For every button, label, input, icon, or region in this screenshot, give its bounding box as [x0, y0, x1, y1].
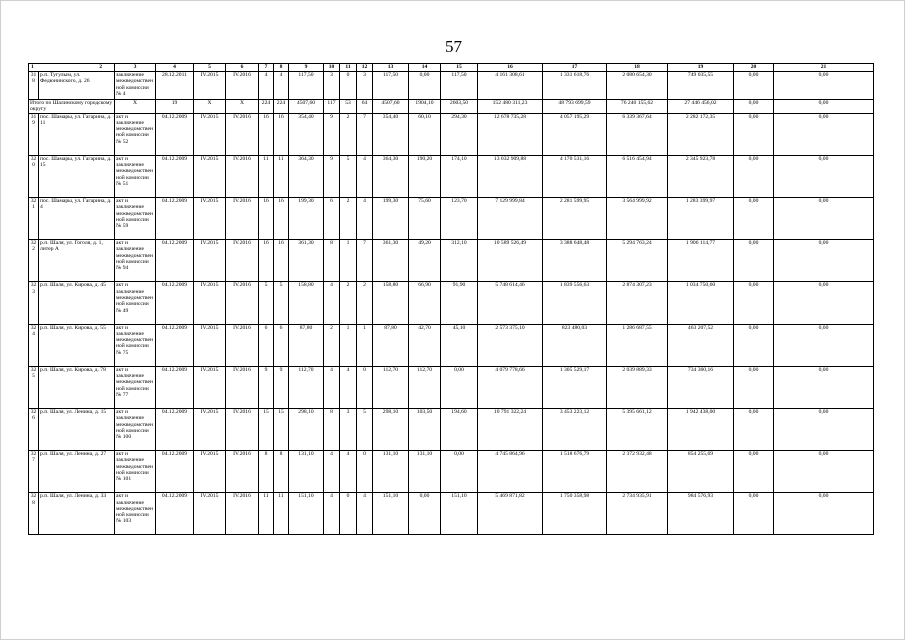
cell-c15: 0,00 [441, 451, 478, 493]
document-cell: акт и заключение межведомственной комиссии № 49 [115, 282, 156, 324]
address-cell: р.п. Шаля, ул. Ленина, д. 15 [39, 408, 115, 450]
cell-end: IV.2016 [226, 197, 259, 239]
cell-date: 04.12.2009 [156, 324, 194, 366]
cell-c11: 53 [340, 100, 357, 114]
cell-end: IV.2016 [226, 113, 259, 155]
cell-c10: 2 [324, 324, 340, 366]
cell-c20: 0,00 [734, 493, 774, 535]
cell-c15: 312,10 [441, 240, 478, 282]
cell-c13: 298,10 [373, 408, 409, 450]
cell-c21: 0,00 [774, 197, 874, 239]
cell-c10: 4 [324, 282, 340, 324]
cell-c11: 1 [340, 240, 357, 282]
cell-c10: 4 [324, 493, 340, 535]
cell-c14: 60,10 [409, 113, 441, 155]
address-cell: р.п. Тугулым, ул. Федюнинского, д. 26 [39, 72, 115, 100]
cell-c18: 5 395 661,12 [607, 408, 668, 450]
cell-c8: 11 [274, 155, 289, 197]
cell-c8: 6 [274, 324, 289, 366]
cell-c16: 10 791 322,24 [478, 408, 543, 450]
table-row [29, 113, 874, 155]
table-row [29, 366, 874, 408]
cell-start: IV.2015 [194, 197, 226, 239]
cell-c15: 45,10 [441, 324, 478, 366]
cell-c18: 6 339 367,64 [607, 113, 668, 155]
cell-c7: 16 [259, 240, 274, 282]
table-row [29, 493, 874, 535]
header-number-1: 1 [31, 64, 34, 71]
cell-c18: 5 294 763,24 [607, 240, 668, 282]
header-cell-10: 10 [324, 64, 340, 72]
cell-c15: 2603,50 [441, 100, 478, 114]
cell-c10: 8 [324, 408, 340, 450]
cell-c20: 0,00 [734, 100, 774, 114]
cell-c17: 3 388 648,48 [543, 240, 607, 282]
cell-c13: 361,30 [373, 240, 409, 282]
cell-c7: 6 [259, 324, 274, 366]
row-number: 325 [29, 366, 39, 408]
cell-c8: 15 [274, 408, 289, 450]
cell-c7: 8 [259, 451, 274, 493]
cell-c8: 16 [274, 113, 289, 155]
cell-c19: 734 360,16 [668, 366, 734, 408]
cell-c9: 354,40 [289, 113, 324, 155]
cell-end: X [226, 100, 259, 114]
address-cell: р.п. Шаля, ул. Кирова, д. 78 [39, 366, 115, 408]
header-cell-19: 19 [668, 64, 734, 72]
cell-end: IV.2016 [226, 366, 259, 408]
cell-c21: 0,00 [774, 493, 874, 535]
address-cell: р.п. Шаля, ул. Гоголя, д. 1, литер А [39, 240, 115, 282]
cell-c10: 3 [324, 72, 340, 100]
cell-c19: 1 283 399,97 [668, 197, 734, 239]
cell-c21: 0,00 [774, 324, 874, 366]
cell-date: 04.12.2009 [156, 113, 194, 155]
cell-c15: 174,10 [441, 155, 478, 197]
cell-c11: 0 [340, 72, 357, 100]
cell-c13: 112,70 [373, 366, 409, 408]
cell-c14: 103,50 [409, 408, 441, 450]
document-cell: X [115, 100, 156, 114]
total-row [29, 100, 874, 114]
cell-c19: 749 035,55 [668, 72, 734, 100]
cell-date: 28.12.2011 [156, 72, 194, 100]
cell-c17: 823 480,03 [543, 324, 607, 366]
cell-date: 04.12.2009 [156, 408, 194, 450]
cell-start: IV.2015 [194, 72, 226, 100]
cell-c7: 16 [259, 197, 274, 239]
cell-c17: 1 331 618,76 [543, 72, 607, 100]
cell-c18: 76 240 155,62 [607, 100, 668, 114]
cell-start: IV.2015 [194, 113, 226, 155]
cell-end: IV.2016 [226, 240, 259, 282]
cell-c20: 0,00 [734, 155, 774, 197]
cell-c9: 298,10 [289, 408, 324, 450]
cell-c12: 0 [357, 451, 373, 493]
cell-c10: 9 [324, 113, 340, 155]
cell-date: 04.12.2009 [156, 155, 194, 197]
row-number: 321 [29, 197, 39, 239]
cell-c7: 224 [259, 100, 274, 114]
cell-c13: 158,80 [373, 282, 409, 324]
cell-c14: 42,70 [409, 324, 441, 366]
cell-c12: 2 [357, 282, 373, 324]
cell-c18: 2 734 935,91 [607, 493, 668, 535]
header-cell-9: 9 [289, 64, 324, 72]
cell-date: 04.12.2009 [156, 282, 194, 324]
cell-c15: 151,10 [441, 493, 478, 535]
cell-c12: 1 [357, 324, 373, 366]
cell-c19: 984 576,93 [668, 493, 734, 535]
cell-c21: 0,00 [774, 408, 874, 450]
cell-c18: 2 372 932,48 [607, 451, 668, 493]
cell-c16: 4 745 864,96 [478, 451, 543, 493]
cell-c16: 4 161 308,61 [478, 72, 543, 100]
cell-c14: 0,00 [409, 493, 441, 535]
cell-c19: 27 446 456,02 [668, 100, 734, 114]
cell-c12: 0 [357, 366, 373, 408]
cell-c8: 8 [274, 451, 289, 493]
cell-c18: 2 039 889,33 [607, 366, 668, 408]
cell-date: 04.12.2009 [156, 240, 194, 282]
cell-c19: 1 942 438,00 [668, 408, 734, 450]
cell-c19: 2 345 923,78 [668, 155, 734, 197]
header-cell-6: 6 [226, 64, 259, 72]
cell-date: 04.12.2009 [156, 493, 194, 535]
cell-c21: 0,00 [774, 72, 874, 100]
table-row [29, 240, 874, 282]
cell-c21: 0,00 [774, 366, 874, 408]
cell-c8: 5 [274, 282, 289, 324]
cell-c9: 117,50 [289, 72, 324, 100]
document-cell: акт и заключение межведомственной комиссии № 52 [115, 113, 156, 155]
cell-start: IV.2015 [194, 493, 226, 535]
cell-c7: 5 [259, 282, 274, 324]
cell-c11: 4 [340, 366, 357, 408]
header-cell-13: 13 [373, 64, 409, 72]
cell-c18: 6 516 454,94 [607, 155, 668, 197]
cell-c14: 112,70 [409, 366, 441, 408]
cell-c12: 4 [357, 197, 373, 239]
cell-c21: 0,00 [774, 100, 874, 114]
header-cell-12: 12 [357, 64, 373, 72]
cell-c11: 5 [340, 155, 357, 197]
header-cell-8: 8 [274, 64, 289, 72]
row-number: 326 [29, 408, 39, 450]
cell-c16: 12 678 735,28 [478, 113, 543, 155]
document-cell: акт и заключение межведомственной комиссии № 75 [115, 324, 156, 366]
cell-c18: 2 080 654,30 [607, 72, 668, 100]
cell-c16: 152 480 311,23 [478, 100, 543, 114]
cell-c15: 123,70 [441, 197, 478, 239]
cell-c11: 0 [340, 493, 357, 535]
row-number: 318 [29, 72, 39, 100]
cell-c13: 87,80 [373, 324, 409, 366]
cell-c9: 199,30 [289, 197, 324, 239]
cell-c17: 1 839 556,63 [543, 282, 607, 324]
table-row [29, 72, 874, 100]
header-cell-3: 3 [115, 64, 156, 72]
cell-c10: 8 [324, 240, 340, 282]
cell-c16: 2 573 375,10 [478, 324, 543, 366]
cell-c20: 0,00 [734, 240, 774, 282]
cell-c14: 75,60 [409, 197, 441, 239]
cell-c20: 0,00 [734, 282, 774, 324]
header-cell-7: 7 [259, 64, 274, 72]
cell-c20: 0,00 [734, 451, 774, 493]
cell-date: 04.12.2009 [156, 197, 194, 239]
header-cell-20: 20 [734, 64, 774, 72]
cell-c21: 0,00 [774, 113, 874, 155]
header-cell-1-2 [29, 64, 115, 72]
cell-start: IV.2015 [194, 324, 226, 366]
cell-start: IV.2015 [194, 451, 226, 493]
header-cell-17: 17 [543, 64, 607, 72]
cell-c12: 7 [357, 240, 373, 282]
cell-c9: 361,30 [289, 240, 324, 282]
cell-c11: 2 [340, 113, 357, 155]
cell-c21: 0,00 [774, 451, 874, 493]
cell-c21: 0,00 [774, 240, 874, 282]
cell-c20: 0,00 [734, 366, 774, 408]
cell-c20: 0,00 [734, 197, 774, 239]
cell-c7: 9 [259, 366, 274, 408]
cell-c12: 5 [357, 408, 373, 450]
cell-c7: 16 [259, 113, 274, 155]
document-cell: акт и заключение межведомственной комиссии № 100 [115, 408, 156, 450]
cell-c9: 151,10 [289, 493, 324, 535]
cell-c13: 151,10 [373, 493, 409, 535]
row-number: 319 [29, 113, 39, 155]
cell-c10: 4 [324, 451, 340, 493]
cell-c19: 1 034 750,60 [668, 282, 734, 324]
cell-c20: 0,00 [734, 324, 774, 366]
cell-start: X [194, 100, 226, 114]
cell-c17: 1 305 529,17 [543, 366, 607, 408]
cell-c16: 5 469 871,82 [478, 493, 543, 535]
cell-c19: 854 255,69 [668, 451, 734, 493]
table-row [29, 155, 874, 197]
cell-c14: 1904,10 [409, 100, 441, 114]
cell-c10: 6 [324, 197, 340, 239]
cell-c14: 49,20 [409, 240, 441, 282]
header-cell-21: 21 [774, 64, 874, 72]
cell-end: IV.2016 [226, 72, 259, 100]
cell-c21: 0,00 [774, 282, 874, 324]
cell-c13: 364,30 [373, 155, 409, 197]
table-row [29, 324, 874, 366]
row-number: 328 [29, 493, 39, 535]
register-body [29, 72, 874, 535]
header-cell-14: 14 [409, 64, 441, 72]
document-cell: акт и заключение межведомственной комиссии № 101 [115, 451, 156, 493]
cell-c14: 190,20 [409, 155, 441, 197]
cell-c9: 131,10 [289, 451, 324, 493]
cell-c8: 16 [274, 197, 289, 239]
cell-c19: 2 282 172,35 [668, 113, 734, 155]
cell-c9: 158,80 [289, 282, 324, 324]
housing-register-table [28, 63, 874, 535]
cell-c11: 2 [340, 197, 357, 239]
cell-c7: 11 [259, 155, 274, 197]
address-cell: р.п. Шаля, ул. Ленина, д. 27 [39, 451, 115, 493]
cell-c9: 364,30 [289, 155, 324, 197]
table-row [29, 197, 874, 239]
header-cell-11: 11 [340, 64, 357, 72]
cell-c17: 48 793 699,59 [543, 100, 607, 114]
cell-c8: 16 [274, 240, 289, 282]
document-cell: акт и заключение межведомственной комиссии № 94 [115, 240, 156, 282]
cell-date: 04.12.2009 [156, 451, 194, 493]
table-row [29, 451, 874, 493]
row-number: 327 [29, 451, 39, 493]
header-number-2: 2 [99, 64, 102, 71]
cell-c10: 4 [324, 366, 340, 408]
cell-start: IV.2015 [194, 408, 226, 450]
cell-c16: 5 748 614,46 [478, 282, 543, 324]
cell-c8: 4 [274, 72, 289, 100]
cell-c17: 4 057 195,29 [543, 113, 607, 155]
row-number: 320 [29, 155, 39, 197]
cell-c15: 0,00 [441, 366, 478, 408]
cell-c14: 131,10 [409, 451, 441, 493]
cell-c7: 11 [259, 493, 274, 535]
cell-start: IV.2015 [194, 366, 226, 408]
cell-end: IV.2016 [226, 155, 259, 197]
document-cell: акт и заключение межведомственной комиссии № 103 [115, 493, 156, 535]
cell-c11: 2 [340, 282, 357, 324]
table-row [29, 282, 874, 324]
column-number-row [29, 64, 874, 72]
address-cell: пос. Шамары, ул. Гагарина, д. 15 [39, 155, 115, 197]
cell-c12: 4 [357, 155, 373, 197]
cell-c12: 7 [357, 113, 373, 155]
cell-end: IV.2016 [226, 408, 259, 450]
cell-c13: 4507,60 [373, 100, 409, 114]
header-cell-5: 5 [194, 64, 226, 72]
address-cell: р.п. Шаля, ул. Ленина, д. 33 [39, 493, 115, 535]
cell-c20: 0,00 [734, 72, 774, 100]
document-cell: акт и заключение межведомственной комиссии № 77 [115, 366, 156, 408]
cell-c10: 117 [324, 100, 340, 114]
header-cell-16: 16 [478, 64, 543, 72]
cell-c10: 9 [324, 155, 340, 197]
cell-c18: 2 874 307,23 [607, 282, 668, 324]
cell-c18: 1 286 687,55 [607, 324, 668, 366]
cell-c16: 4 079 778,66 [478, 366, 543, 408]
cell-c15: 91,90 [441, 282, 478, 324]
cell-start: IV.2015 [194, 282, 226, 324]
cell-c17: 2 281 599,95 [543, 197, 607, 239]
cell-c8: 224 [274, 100, 289, 114]
cell-date: 04.12.2009 [156, 366, 194, 408]
cell-c9: 87,80 [289, 324, 324, 366]
cell-c15: 194,60 [441, 408, 478, 450]
page-number: 57 [445, 37, 462, 56]
address-cell: р.п. Шаля, ул. Кирова, д. 45 [39, 282, 115, 324]
cell-c14: 0,00 [409, 72, 441, 100]
cell-c13: 117,50 [373, 72, 409, 100]
cell-c7: 15 [259, 408, 274, 450]
address-cell: пос. Шамары, ул. Гагарина, д. 4 [39, 197, 115, 239]
cell-c19: 463 207,52 [668, 324, 734, 366]
cell-c17: 1 750 358,98 [543, 493, 607, 535]
cell-c12: 64 [357, 100, 373, 114]
document-cell: заключение межведомственной комиссии № 4 [115, 72, 156, 100]
cell-c15: 294,30 [441, 113, 478, 155]
cell-c8: 11 [274, 493, 289, 535]
document-cell: акт и заключение межведомственной комиссии № 59 [115, 197, 156, 239]
cell-end: IV.2016 [226, 451, 259, 493]
cell-c13: 354,40 [373, 113, 409, 155]
table-row [29, 408, 874, 450]
cell-c11: 1 [340, 324, 357, 366]
cell-c16: 10 589 526,49 [478, 240, 543, 282]
cell-c16: 13 032 909,88 [478, 155, 543, 197]
cell-c11: 4 [340, 451, 357, 493]
cell-c17: 3 453 223,12 [543, 408, 607, 450]
total-label: Итого по Шалинскому городскому округу [29, 100, 115, 114]
row-number: 324 [29, 324, 39, 366]
cell-c8: 9 [274, 366, 289, 408]
cell-c11: 3 [340, 408, 357, 450]
cell-c7: 4 [259, 72, 274, 100]
cell-c16: 7 129 999,84 [478, 197, 543, 239]
cell-c13: 131,10 [373, 451, 409, 493]
cell-c15: 117,50 [441, 72, 478, 100]
document-cell: акт и заключение межведомственной комиссии № 51 [115, 155, 156, 197]
address-cell: пос. Шамары, ул. Гагарина, д. 11 [39, 113, 115, 155]
cell-start: IV.2015 [194, 155, 226, 197]
address-cell: р.п. Шаля, ул. Кирова, д. 55 [39, 324, 115, 366]
cell-c14: 66,90 [409, 282, 441, 324]
cell-c19: 1 906 114,77 [668, 240, 734, 282]
cell-c9: 112,70 [289, 366, 324, 408]
header-cell-4: 4 [156, 64, 194, 72]
cell-start: IV.2015 [194, 240, 226, 282]
header-cell-18: 18 [607, 64, 668, 72]
cell-c18: 3 564 999,92 [607, 197, 668, 239]
cell-c12: 3 [357, 72, 373, 100]
row-number: 322 [29, 240, 39, 282]
cell-c17: 4 170 531,16 [543, 155, 607, 197]
cell-c20: 0,00 [734, 408, 774, 450]
cell-c13: 199,30 [373, 197, 409, 239]
header-cell-15: 15 [441, 64, 478, 72]
row-number: 323 [29, 282, 39, 324]
cell-c9: 4507,60 [289, 100, 324, 114]
cell-c12: 4 [357, 493, 373, 535]
cell-c20: 0,00 [734, 113, 774, 155]
cell-end: IV.2016 [226, 324, 259, 366]
cell-end: IV.2016 [226, 282, 259, 324]
cell-date: 19 [156, 100, 194, 114]
cell-c17: 1 518 676,79 [543, 451, 607, 493]
cell-end: IV.2016 [226, 493, 259, 535]
cell-c21: 0,00 [774, 155, 874, 197]
